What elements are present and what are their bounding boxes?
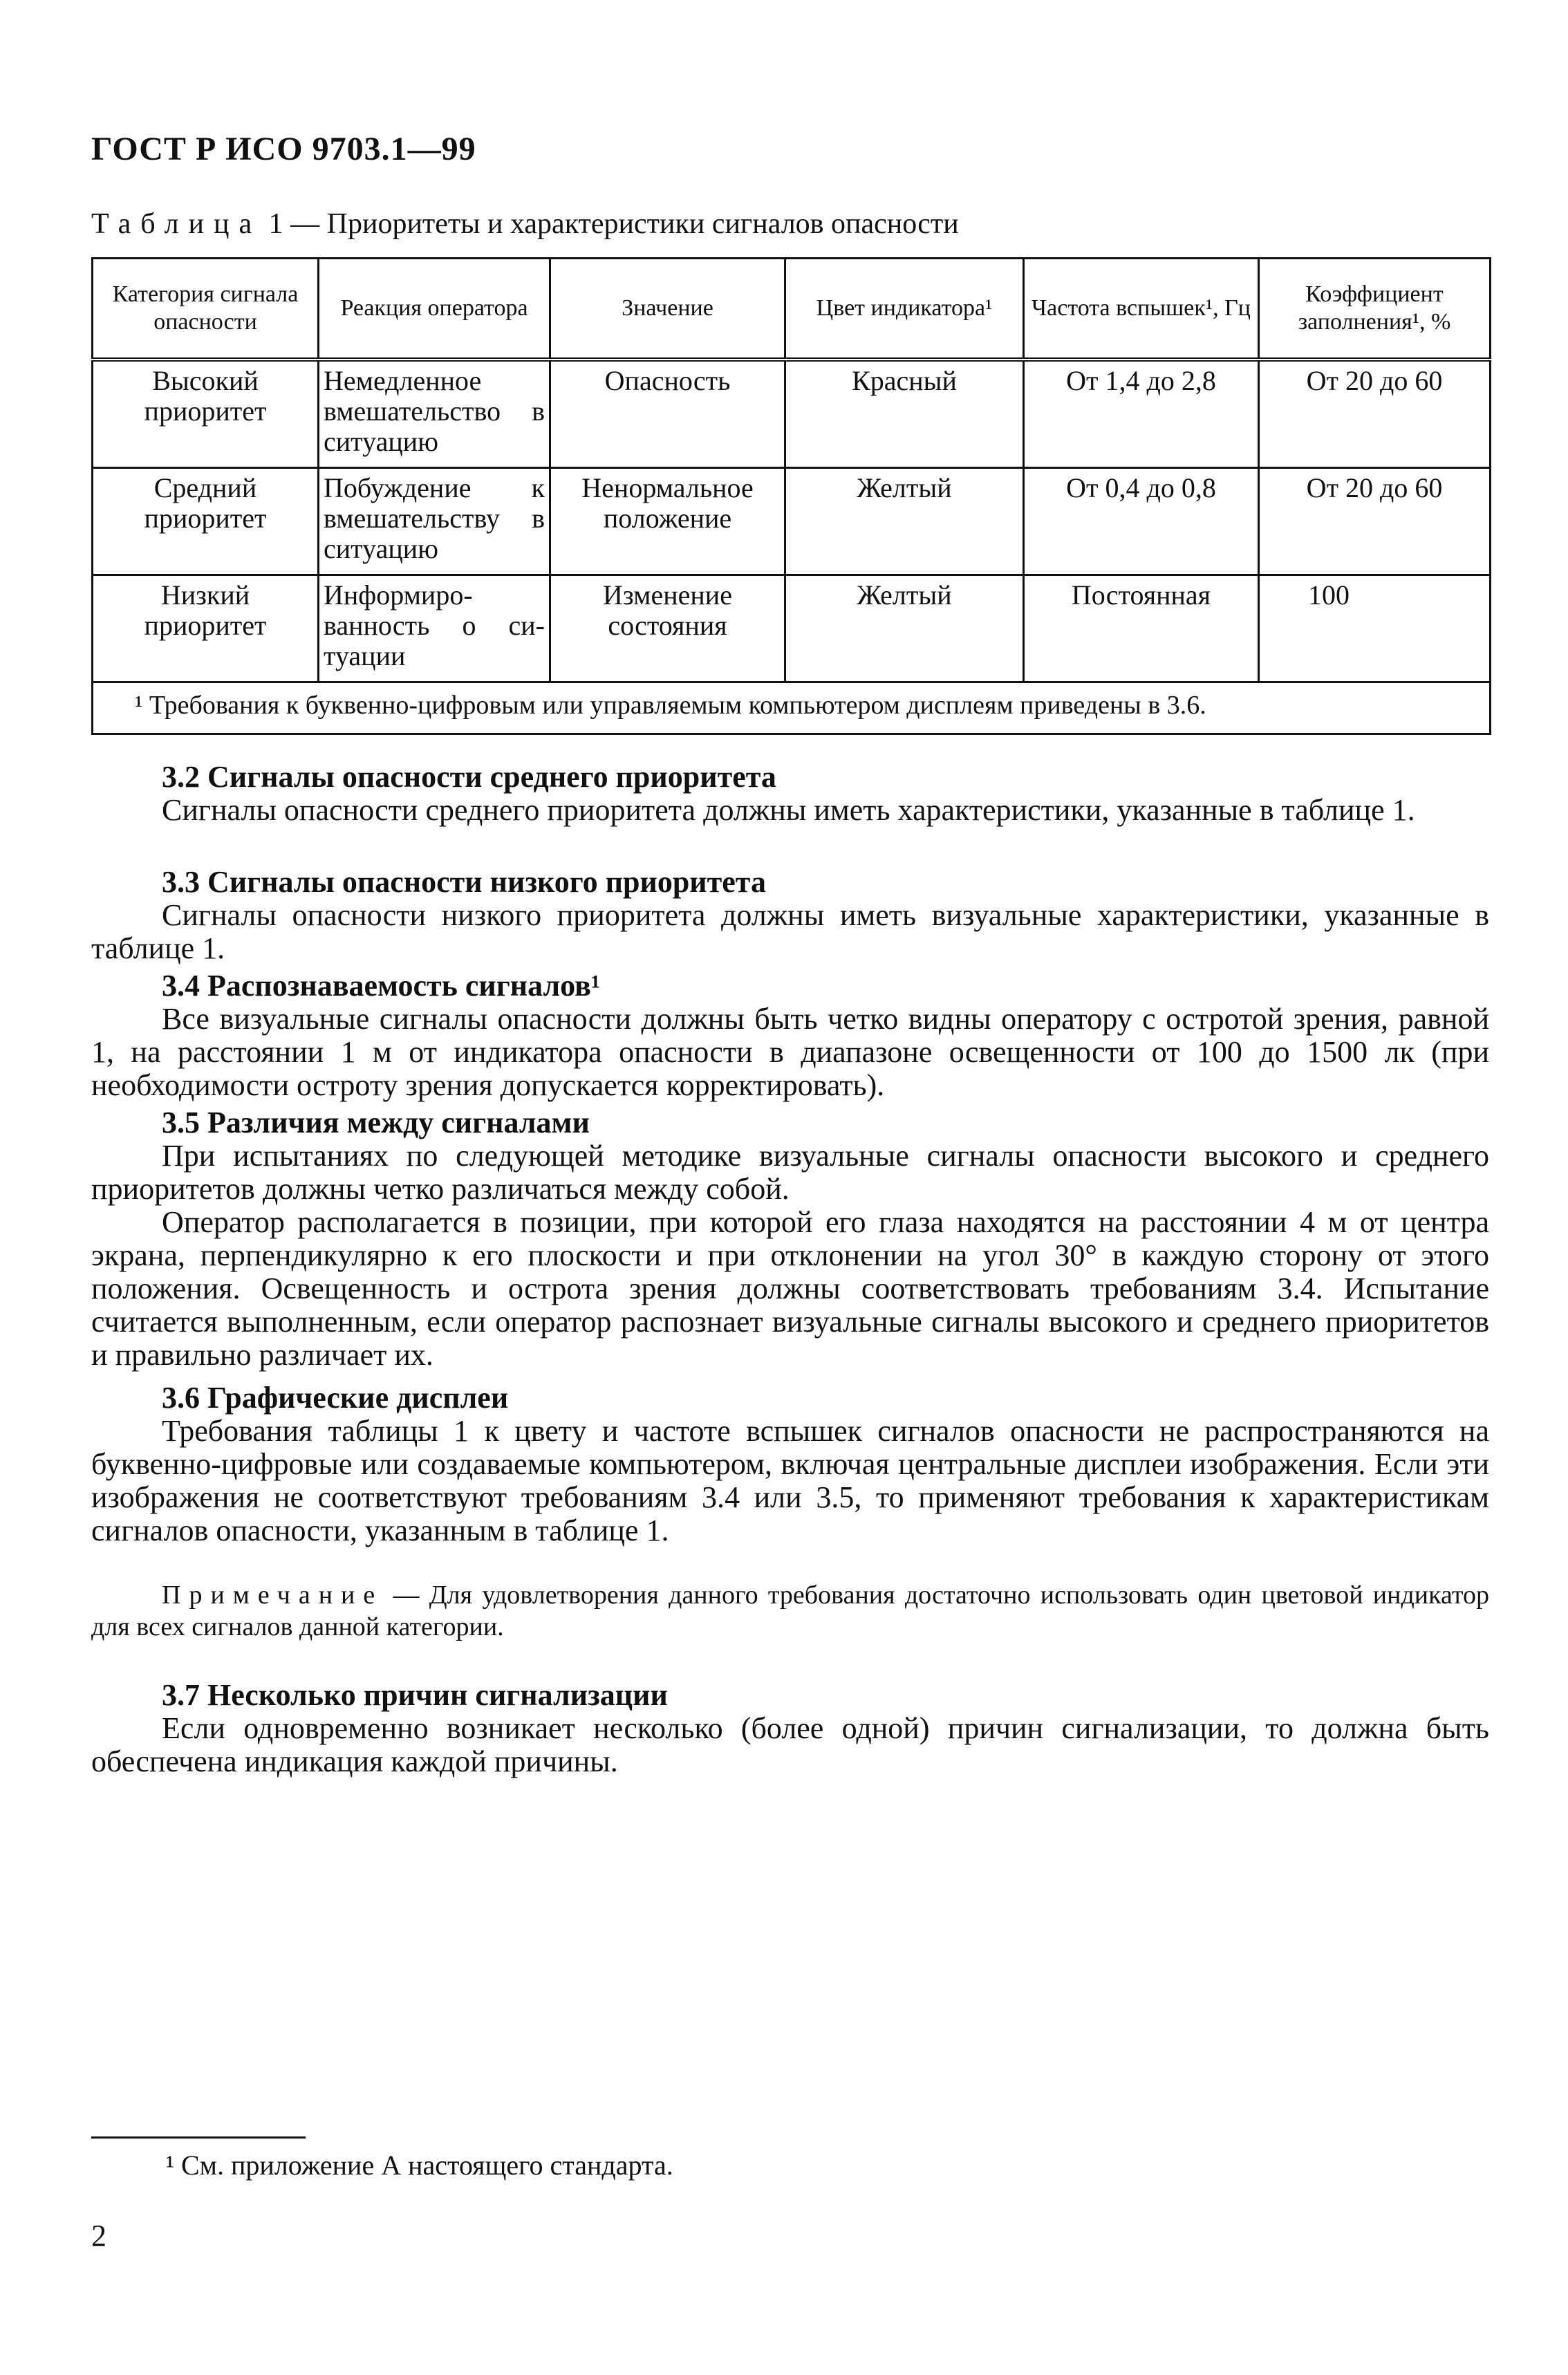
table-caption-word: Таблица [91,208,262,240]
table-cell: Немедленное вмешательство в ситуацию [319,360,550,468]
section-heading: 3.3 Сигналы опасности низкого приоритета [162,865,766,899]
column-header: Цвет индикатора¹ [785,259,1024,360]
table-cell: Ненормальное положение [550,468,785,575]
table-cell: Постоянная [1024,575,1259,682]
table-cell: От 20 до 60 [1259,360,1491,468]
column-header: Коэффициент заполнения¹, % [1259,259,1491,360]
table-header-row [93,259,1491,360]
table-footnote: ¹ Требования к буквенно-цифровым или управляемым компьютером дисплеям приведены в 3.6. [93,682,1491,734]
section-3-7 [91,1679,1489,1778]
section-text: Оператор располагается в позиции, при которой его глаза находятся на расстоянии 4 м от центра экрана, перпендикулярно к его плоскости и при отклонении на угол 30° в каждую сторону от этого положения. Освещенность и острота зрения должны соответствовать требованиям 3.4. Испытание считается выполненным, если оператор распознает визуальные сигналы высокого и среднего приоритетов и правильно различает их. [91,1205,1489,1372]
section-text: Требования таблицы 1 к цвету и частоте вспышек сигналов опасности не распространяются на буквенно-цифровые или создаваемые компьютером, включая центральные дисплеи изображения. Если эти изображения не соответствуют требованиям 3.4 или 3.5, то применяют требования к характеристикам сигналов опасности, указанным в таблице 1. [91,1414,1489,1547]
note [91,1579,1489,1643]
column-header: Категория сигнала опасности [93,259,319,360]
table-row [93,360,1491,468]
table-cell: Опасность [550,360,785,468]
section-heading: 3.6 Графические дисплеи [162,1381,509,1415]
table-cell: 100 [1259,575,1491,682]
section-3-2 [91,761,1489,827]
section-heading: 3.2 Сигналы опасности среднего приоритета [162,760,776,794]
note-text: — Для удовлетворения данного требования достаточно использовать один цветовой индикатор для всех сигналов данной категории. [91,1581,1490,1641]
section-heading: 3.5 Различия между сигналами [162,1106,590,1139]
table-cell: Желтый [785,575,1024,682]
table-footnote-row [93,682,1491,734]
table-cell: Средний приоритет [93,468,319,575]
section-text: При испытаниях по следующей методике визуальные сигналы опасности высокого и среднего приоритетов должны четко различаться между собой. [91,1139,1489,1206]
table-cell: Информиро-ванность о си-туации [319,575,550,682]
table-caption-text: 1 — Приоритеты и характеристики сигналов опасности [268,208,959,240]
footnote-divider [91,2136,306,2139]
section-text: Сигналы опасности низкого приоритета должны иметь визуальные характеристики, указанные в таблице 1. [91,898,1489,965]
section-3-3 [91,866,1489,965]
note-label: Примечание [162,1581,384,1610]
section-heading: 3.7 Несколько причин сигнализации [162,1678,668,1712]
table-cell: Побуждение к вмешательству в ситуацию [319,468,550,575]
table-cell: От 0,4 до 0,8 [1024,468,1259,575]
table-row [93,468,1491,575]
table-caption [91,207,959,241]
section-heading: 3.4 Распознаваемость сигналов¹ [162,969,601,1003]
document-title: ГОСТ Р ИСО 9703.1—99 [91,131,476,167]
table-cell: Изменение состояния [550,575,785,682]
section-text: Все визуальные сигналы опасности должны быть четко видны оператору с остротой зрения, равной 1, на расстоянии 1 м от индикатора опасности в диапазоне освещенности от 100 до 1500 лк (при необходимости остроту зрения допускается корректировать). [91,1002,1489,1102]
table-cell: Высокий приоритет [93,360,319,468]
table-row [93,575,1491,682]
table-cell: От 20 до 60 [1259,468,1491,575]
page-number: 2 [91,2219,106,2253]
column-header: Значение [550,259,785,360]
section-text: Если одновременно возникает несколько (более одной) причин сигнализации, то должна быть обеспечена индикация каждой причины. [91,1711,1489,1778]
table-cell: Красный [785,360,1024,468]
table-cell: Желтый [785,468,1024,575]
page-footnote: ¹ См. приложение А настоящего стандарта. [166,2150,673,2181]
section-3-4 [91,969,1489,1102]
section-text: Сигналы опасности среднего приоритета должны иметь характеристики, указанные в таблице 1. [162,793,1415,827]
column-header: Реакция оператора [319,259,550,360]
section-3-6 [91,1381,1489,1547]
column-header: Частота вспышек¹, Гц [1024,259,1259,360]
table-cell: От 1,4 до 2,8 [1024,360,1259,468]
table-cell: Низкий приоритет [93,575,319,682]
alarm-priority-table [91,257,1491,735]
section-3-5 [91,1106,1489,1372]
